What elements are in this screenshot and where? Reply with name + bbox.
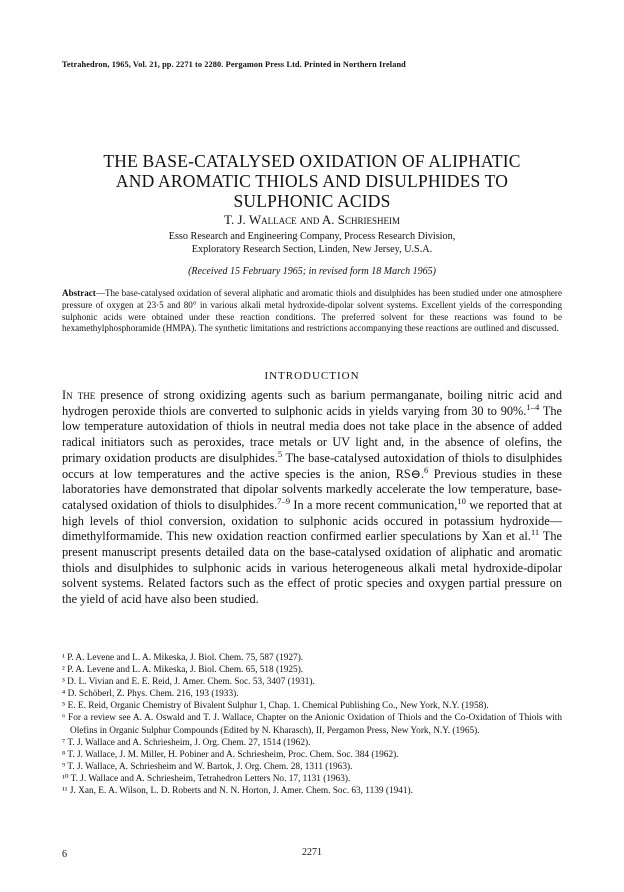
reference-item: ⁵ E. E. Reid, Organic Chemistry of Bivalent Sulphur 1, Chap. 1. Chemical Publishing Co., New York, N.Y. (1958). [62,701,489,712]
abstract-label: Abstract [62,288,96,298]
reference-item: ⁶ For a review see A. A. Oswald and T. J. Wallace, Chapter on the Anionic Oxidation of Thiols and the Co-Oxidation of Thiols with Olefins in Organic Sulphur Compounds (Edited by N. Kharasch), II, Pergamon Press, New York, N.Y. (1965). [62,713,562,736]
affiliation [0,230,624,256]
journal-header: Tetrahedron, 1965, Vol. 21, pp. 2271 to 2280. Pergamon Press Ltd. Printed in Northern Ireland [62,60,406,69]
introduction-text [62,388,562,608]
abstract [62,288,562,335]
reference-item: ⁹ T. J. Wallace, A. Schriesheim and W. Bartok, J. Org. Chem. 28, 1311 (1963). [62,761,353,772]
article-title [40,151,584,211]
reference-item: ⁸ T. J. Wallace, J. M. Miller, H. Pobiner and A. Schriesheim, Proc. Chem. Soc. 384 (1962). [62,749,399,760]
intro-part-5: In a more recent communication, [290,497,458,512]
page-number: 2271 [302,847,322,858]
reference-item: ¹¹ J. Xan, E. A. Wilson, L. D. Roberts and N. N. Horton, J. Amer. Chem. Soc. 63, 1139 (1941). [62,786,413,797]
signature-mark: 6 [62,849,67,860]
intro-lead: In the [62,388,96,402]
title-line-1: THE BASE-CATALYSED OXIDATION OF ALIPHATIC [103,151,521,171]
reference-item: ¹⁰ T. J. Wallace and A. Schriesheim, Tetrahedron Letters No. 17, 1131 (1963). [62,773,351,784]
abstract-text: —The base-catalysed oxidation of several aliphatic and aromatic thiols and disulphides has been studied under one atmosphere pressure of oxygen at 23·5 and 80° in various alkali metal hydroxide-dipolar solvent systems. Excellent yields of the corresponding sulphonic acids were obtained under these reaction conditions. The preferred solvent for these reactions was found to be hexamethylphosphoramide (HMPA). The synthetic limitations and restrictions accompanying these reactions are outlined and discussed. [62,288,562,334]
intro-part-4: Previous studies in these laboratories have demonstrated that dipolar solvents markedly accelerate the low temperature, base-catalysed oxidation of thiols to disulphides. [62,466,563,512]
intro-part-1: presence of strong oxidizing agents such as barium permanganate, boiling nitric acid and hydrogen peroxide thiols are converted to sulphonic acids in yields varying from 30 to 90%. [62,388,562,418]
citation-7-9: 7–9 [277,495,291,506]
intro-part-3: The base-catalysed autoxidation of thiols to disulphides occurs at low temperatures and the active species is the anion, RS⊖. [62,450,562,481]
received-dates: (Received 15 February 1965; in revised form 18 March 1965) [188,266,436,277]
intro-part-7: The present manuscript presents detailed data on the base-catalysed oxidation of aliphatic and aromatic thiols and disulphides to sulphonic acids in various heterogeneous alkali metal hydroxide-dipolar solvent systems. Related factors such as the effect of protic species and oxygen partial pressure on the yield of acid have also been studied. [62,529,562,607]
affiliation-line-1: Esso Research and Engineering Company, Process Research Division, [168,231,456,242]
section-heading-introduction: INTRODUCTION [264,370,360,382]
citation-5: 5 [277,448,283,459]
citation-11: 11 [530,527,540,538]
reference-item: ⁷ T. J. Wallace and A. Schriesheim, J. Org. Chem. 27, 1514 (1962). [62,737,311,748]
citation-1-4: 1–4 [526,401,540,412]
reference-item: ³ D. L. Vivian and E. E. Reid, J. Amer. Chem. Soc. 53, 3407 (1931). [62,677,315,688]
title-line-3: SULPHONIC ACIDS [233,191,391,211]
title-line-2: AND AROMATIC THIOLS AND DISULPHIDES TO [115,171,509,191]
reference-item: ² P. A. Levene and L. A. Mikeska, J. Biol. Chem. 65, 518 (1925). [62,665,304,676]
reference-item: ¹ P. A. Levene and L. A. Mikeska, J. Biol. Chem. 75, 587 (1927). [62,653,304,663]
citation-10: 10 [457,495,466,506]
reference-item: ⁴ D. Schöberl, Z. Phys. Chem. 216, 193 (1933). [62,689,239,700]
intro-part-2: The low temperature autoxidation of thiols in neutral media does not take place in the absence of added radical initiators such as peroxides, trace metals or UV light and, in the absence of olefins, the primary oxidation products are disulphides. [62,403,562,465]
authors: T. J. Wallace and A. Schriesheim [224,212,400,227]
footnote-references [62,652,562,797]
intro-part-6: we reported that at high levels of thiol conversion, oxidation to sulphonic acids occured in potassium hydroxide—dimethylformamide. This new oxidation reaction confirmed earlier speculations by Xan et al. [62,497,562,544]
affiliation-line-2: Exploratory Research Section, Linden, New Jersey, U.S.A. [191,244,433,255]
citation-6: 6 [424,464,429,475]
